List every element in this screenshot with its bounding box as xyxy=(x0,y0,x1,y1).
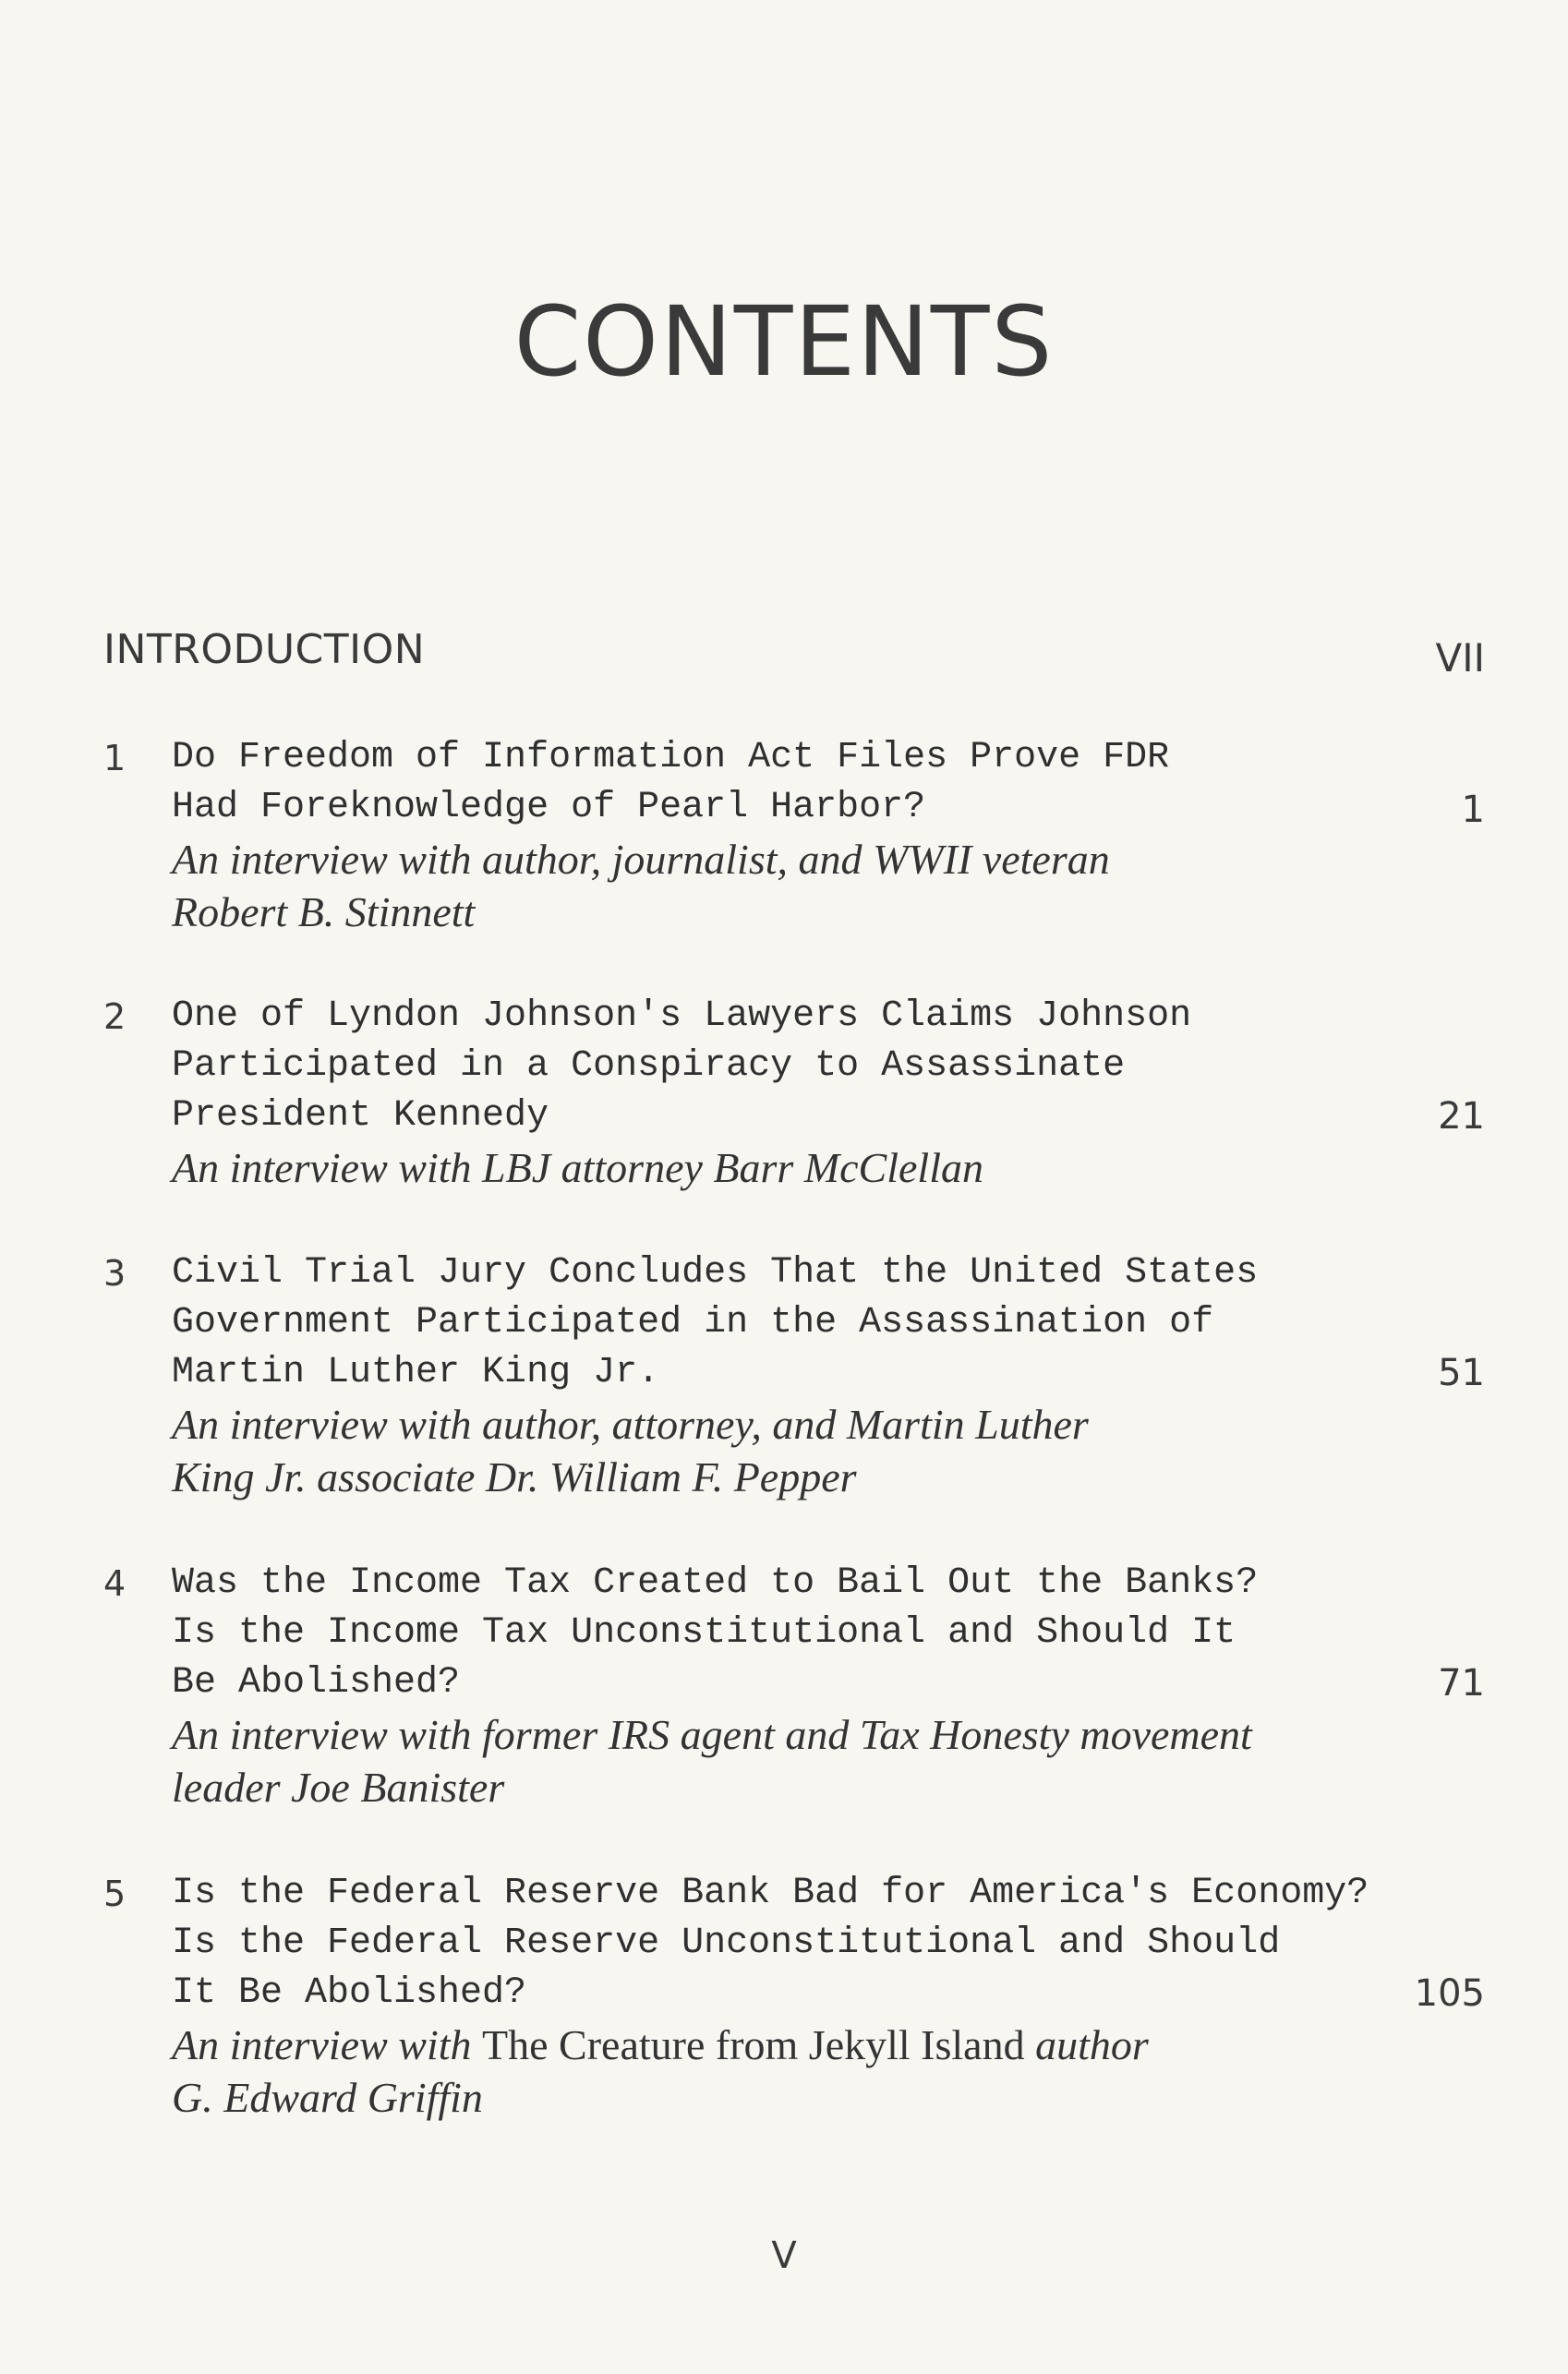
toc-entry-title: One of Lyndon Johnson's Lawyers Claims Johnson Participated in a Conspiracy to Assassinate President Kennedy xyxy=(172,995,1192,1137)
toc-entry-title: Do Freedom of Information Act Files Prove FDR Had Foreknowledge of Pearl Harbor? xyxy=(172,737,1170,828)
toc-entry-number: 4 xyxy=(103,1563,127,1604)
toc-entry-page: 51 xyxy=(1438,1352,1485,1394)
toc-entry-title: Was the Income Tax Created to Bail Out the Banks? Is the Income Tax Unconstitutional and Should It Be Abolished? xyxy=(172,1562,1259,1704)
toc-entry-page: 71 xyxy=(1438,1662,1485,1705)
toc-entry-subtitle xyxy=(172,2019,1418,2124)
toc-introduction-label: INTRODUCTION xyxy=(103,626,426,673)
toc-entry-title: Civil Trial Jury Concludes That the United States Government Participated in the Assassination of Martin Luther King Jr. xyxy=(172,1252,1259,1393)
toc-entry-title: Is the Federal Reserve Bank Bad for America's Economy? Is the Federal Reserve Unconstitutional and Should It Be Abolished? xyxy=(172,1873,1369,2014)
toc-entry-number: 3 xyxy=(103,1253,127,1294)
page-folio: V xyxy=(771,2235,797,2277)
toc-entry-page: 105 xyxy=(1414,1972,1485,2015)
toc-entry-subtitle-suffix: author G. Edward Griffin xyxy=(172,2021,1149,2121)
toc-entry-subtitle: An interview with former IRS agent and Tax Honesty movement leader Joe Banister xyxy=(172,1711,1252,1811)
toc-entry-page: 21 xyxy=(1438,1095,1485,1138)
toc-entry-subtitle: An interview with author, attorney, and Martin Luther King Jr. associate Dr. William F. Pepper xyxy=(172,1401,1089,1500)
toc-entry-page: 1 xyxy=(1461,789,1485,831)
book-title: The Creature from Jekyll Island xyxy=(482,2021,1025,2068)
page-title: CONTENTS xyxy=(513,285,1055,398)
toc-entry-subtitle: An interview with author, journalist, and WWII veteran Robert B. Stinnett xyxy=(172,836,1110,935)
toc-entry-number: 5 xyxy=(103,1874,127,1914)
toc-introduction-page: VII xyxy=(1435,635,1485,681)
toc-entry-subtitle: An interview with LBJ attorney Barr McClellan xyxy=(172,1144,983,1191)
toc-entry-subtitle-prefix: An interview with xyxy=(172,2021,483,2068)
toc-entry-number: 2 xyxy=(103,996,127,1037)
toc-entry-number: 1 xyxy=(103,738,127,778)
